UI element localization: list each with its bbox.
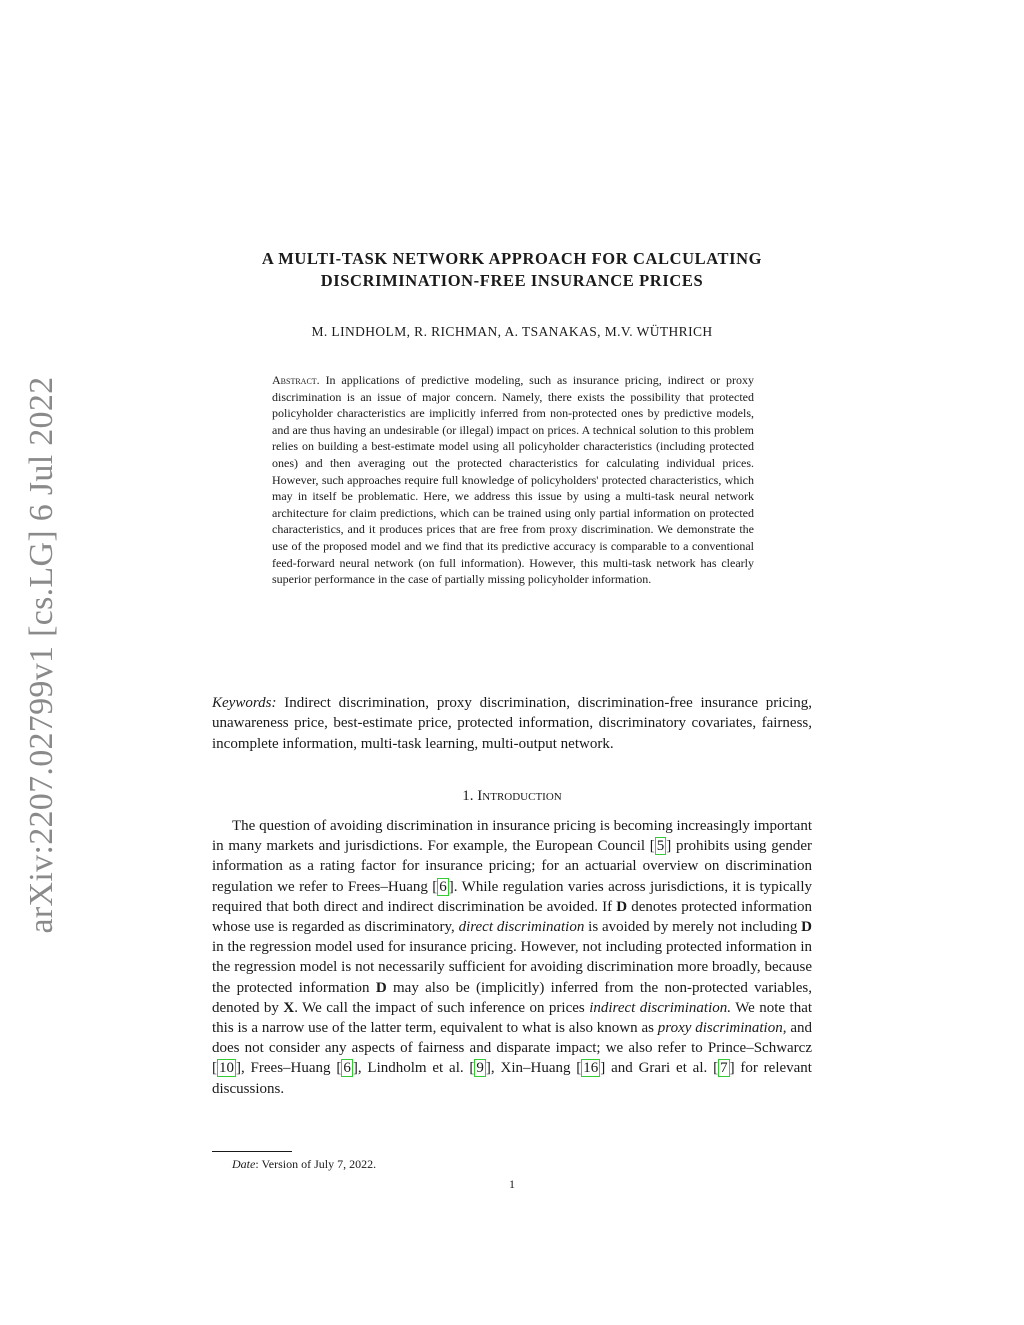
intro-text: We note that this is a narrow use of the latter term, equivalent to what is also known as (212, 999, 813, 1037)
math-symbol-D: D (801, 919, 812, 936)
math-symbol-D: D (616, 898, 628, 915)
citation-link[interactable]: [ 5 ] (649, 838, 672, 855)
emphasis-direct-discrimination: direct discrimination (458, 919, 585, 936)
citation-link[interactable]: [ 16 ] (576, 1060, 606, 1077)
introduction-paragraph (212, 816, 812, 1099)
footnote-label: Date (232, 1157, 256, 1171)
emphasis-proxy-discrimination: proxy discrimination (657, 1020, 783, 1037)
paper-title (150, 248, 874, 292)
intro-text: for relevant discussions. (212, 1060, 812, 1097)
abstract-text: In applications of predictive modeling, such as insurance pricing, indirect or proxy discrimination is an issue of major concern. Namely, there exists the possibility that protected policyholder characteristics are implicitly inferred from non-protected ones by predictive models, and are thus having an undesirable (or illegal) impact on prices. A technical solution to this problem relies on building a best-estimate model using all policyholder characteristics (including protected ones) and then averaging out the protected characteristics for calculating individual prices. However, such approaches require full knowledge of policyholders' protected characteristics, which may in itself be problematic. Here, we address this issue by using a multi-task neural network architecture for claim predictions, which can be trained using only partial information on protected characteristics, and it produces prices that are free from proxy discrimination. We demonstrate the use of the proposed model and we find that its predictive accuracy is comparable to a conventional feed-forward neural network (on full information). However, this multi-task network has clearly superior performance in the case of partially missing policyholder information. (272, 373, 755, 587)
citation-9: 9 (476, 1060, 484, 1077)
citation-link[interactable]: [ 10 ] (212, 1060, 241, 1077)
footnote-date (232, 1157, 376, 1172)
citation-16: 16 (583, 1060, 599, 1077)
citation-7: 7 (720, 1060, 728, 1077)
arxiv-identifier-text: arXiv:2207.02799v1 [cs.LG] 6 Jul 2022 (23, 376, 60, 934)
intro-text: denotes protected information whose use is regarded as discriminatory, (212, 898, 812, 936)
footnote-text: : Version of July 7, 2022. (255, 1157, 377, 1171)
intro-text: in the regression model used for insurance pricing. However, not including protected information in the regression model is not necessarily sufficient for avoiding discrimination more broadly, because the protected information (212, 939, 812, 996)
intro-text: The question of avoiding discrimination in insurance pricing is becoming increasingly important in many markets and jurisdictions. For example, the European Council (212, 818, 812, 855)
emphasis-indirect-discrimination: indirect discrimination. (589, 999, 732, 1016)
title-line-2: DISCRIMINATION-FREE INSURANCE PRICES (320, 271, 704, 290)
intro-text: , Lindholm et al. (357, 1060, 470, 1077)
intro-text: may also be (implicitly) inferred from the non-protected variables, denoted by (212, 979, 813, 1016)
author-list: M. LINDHOLM, R. RICHMAN, A. TSANAKAS, M.V. WÜTHRICH (311, 324, 713, 339)
math-symbol-D: D (375, 979, 387, 996)
footnote-divider (212, 1151, 292, 1152)
intro-text: and Grari et al. (605, 1060, 714, 1077)
intro-text: prohibits using gender information as a rating factor for insurance pricing; for an actuarial overview on discrimination regulation we refer to Frees–Huang (212, 838, 812, 895)
citation-link[interactable]: [ 9 ] (469, 1060, 491, 1077)
section-heading-introduction (212, 788, 812, 805)
citation-10: 10 (219, 1060, 234, 1077)
keywords-label: Keywords: (212, 695, 277, 711)
section-title: Introduction (477, 788, 562, 804)
citation-link[interactable]: [ 7 ] (713, 1060, 735, 1077)
citation-link[interactable]: [ 6 ] (432, 878, 454, 895)
intro-text: , Frees–Huang (241, 1060, 337, 1077)
intro-text: is avoided by merely not including (584, 919, 802, 936)
math-symbol-X: X (283, 999, 295, 1016)
citation-6: 6 (343, 1060, 351, 1077)
citation-link[interactable]: [ 6 ] (336, 1060, 358, 1077)
title-line-1: A MULTI-TASK NETWORK APPROACH FOR CALCULATING (261, 249, 763, 268)
citation-6: 6 (439, 878, 447, 895)
intro-text: , Xin–Huang (490, 1060, 577, 1077)
section-number: 1. (462, 788, 474, 804)
abstract-label: Abstract. (272, 373, 320, 387)
intro-text: . While regulation varies across jurisdictions, it is typically required that both direct and indirect discrimination be avoided. If (212, 878, 812, 915)
citation-5: 5 (656, 838, 665, 855)
intro-text: , and does not consider any aspects of fairness and disparate impact; we also refer to Prince–Schwarcz (212, 1020, 812, 1057)
abstract (272, 372, 754, 588)
intro-text: . We call the impact of such inference on prices (294, 999, 590, 1016)
keywords (212, 693, 812, 754)
page-number: 1 (509, 1177, 515, 1191)
arxiv-identifier-stamp (0, 0, 80, 1325)
keywords-text: Indirect discrimination, proxy discrimination, discrimination-free insurance pricing, unawareness price, best-estimate price, protected information, discriminatory covariates, fairness, incomplete information, multi-task learning, multi-output network. (212, 695, 813, 752)
